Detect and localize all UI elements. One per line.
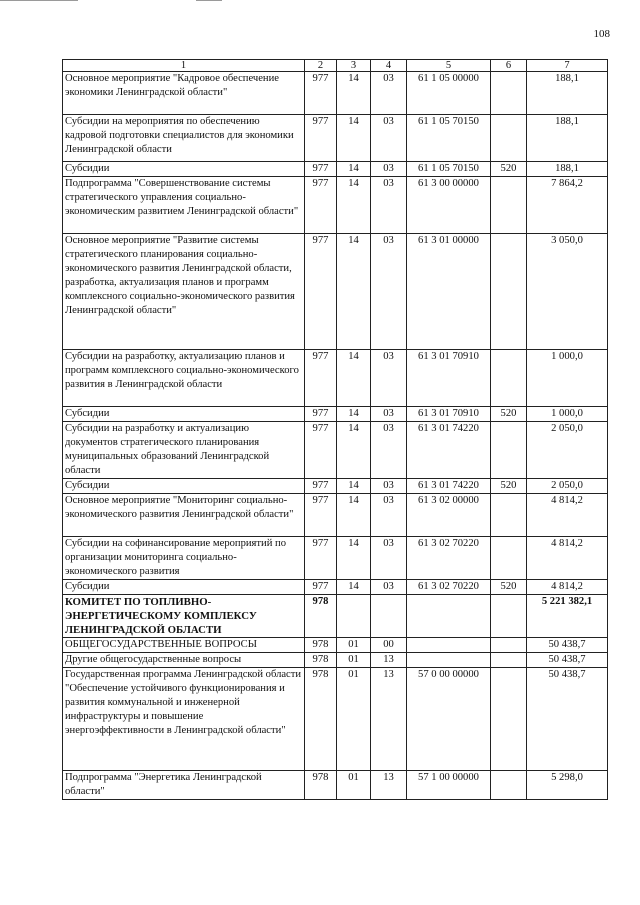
cell-section: 14 <box>337 72 371 115</box>
cell-name: Субсидии на мероприятия по обеспечению кадровой подготовки специалистов для экономики Ленинградской области <box>63 115 305 162</box>
budget-table <box>62 59 608 800</box>
cell-name: Субсидии <box>63 162 305 177</box>
column-header: 4 <box>371 60 407 72</box>
cell-name: Субсидии <box>63 407 305 422</box>
table-row <box>63 479 608 494</box>
cell-subsection: 03 <box>371 177 407 234</box>
cell-section: 14 <box>337 537 371 580</box>
cell-amount: 50 438,7 <box>527 668 608 771</box>
cell-ministry: 978 <box>305 653 337 668</box>
table-row <box>63 350 608 407</box>
cell-name: Субсидии <box>63 580 305 595</box>
cell-section: 14 <box>337 115 371 162</box>
cell-subsection: 00 <box>371 638 407 653</box>
cell-name: Субсидии на софинансирование мероприятий по организации мониторинга социально-экономического развития <box>63 537 305 580</box>
cell-ministry: 978 <box>305 771 337 800</box>
cell-target-code: 61 3 02 70220 <box>407 537 491 580</box>
cell-section: 14 <box>337 479 371 494</box>
cell-name: Субсидии на разработку и актуализацию документов стратегического планирования муниципальных образований Ленинградской области <box>63 422 305 479</box>
cell-amount: 188,1 <box>527 72 608 115</box>
cell-name: Субсидии <box>63 479 305 494</box>
cell-expense-type <box>491 537 527 580</box>
column-header: 7 <box>527 60 608 72</box>
cell-section: 01 <box>337 668 371 771</box>
table-row <box>63 407 608 422</box>
cell-name: ОБЩЕГОСУДАРСТВЕННЫЕ ВОПРОСЫ <box>63 638 305 653</box>
cell-ministry: 977 <box>305 537 337 580</box>
cell-name: Подпрограмма "Совершенствование системы стратегического управления социально-экономическим развитием Ленинградской области" <box>63 177 305 234</box>
cell-section: 14 <box>337 234 371 350</box>
cell-target-code: 61 3 01 00000 <box>407 234 491 350</box>
cell-target-code: 61 3 02 00000 <box>407 494 491 537</box>
cell-target-code: 61 3 01 70910 <box>407 407 491 422</box>
cell-expense-type <box>491 422 527 479</box>
cell-expense-type <box>491 234 527 350</box>
cell-name: Основное мероприятие "Развитие системы стратегического планирования социально-экономического развития Ленинградской области, разработка, актуализация планов и программ комплексного социально-экономического развития Ленинградской области" <box>63 234 305 350</box>
cell-target-code <box>407 595 491 638</box>
cell-expense-type <box>491 771 527 800</box>
cell-ministry: 977 <box>305 422 337 479</box>
cell-ministry: 978 <box>305 668 337 771</box>
cell-target-code: 61 3 01 70910 <box>407 350 491 407</box>
cell-amount: 5 221 382,1 <box>527 595 608 638</box>
cell-expense-type: 520 <box>491 479 527 494</box>
cell-subsection: 03 <box>371 234 407 350</box>
cell-subsection: 03 <box>371 479 407 494</box>
cell-subsection: 03 <box>371 422 407 479</box>
cell-target-code <box>407 638 491 653</box>
table-row <box>63 537 608 580</box>
table-row <box>63 668 608 771</box>
cell-target-code: 61 1 05 70150 <box>407 162 491 177</box>
cell-subsection: 13 <box>371 771 407 800</box>
cell-expense-type <box>491 177 527 234</box>
page-number: 108 <box>593 28 610 40</box>
table-row <box>63 638 608 653</box>
cell-section: 14 <box>337 407 371 422</box>
cell-section: 14 <box>337 162 371 177</box>
cell-subsection: 03 <box>371 494 407 537</box>
table-row <box>63 177 608 234</box>
column-header: 1 <box>63 60 305 72</box>
cell-target-code: 61 3 00 00000 <box>407 177 491 234</box>
table-row <box>63 494 608 537</box>
table-row <box>63 653 608 668</box>
cell-target-code: 57 0 00 00000 <box>407 668 491 771</box>
cell-section: 14 <box>337 494 371 537</box>
cell-subsection: 03 <box>371 115 407 162</box>
cell-ministry: 977 <box>305 494 337 537</box>
cell-amount: 1 000,0 <box>527 407 608 422</box>
cell-ministry: 977 <box>305 350 337 407</box>
cell-section: 01 <box>337 638 371 653</box>
cell-amount: 50 438,7 <box>527 653 608 668</box>
cell-expense-type <box>491 668 527 771</box>
cell-subsection: 03 <box>371 407 407 422</box>
cell-target-code: 57 1 00 00000 <box>407 771 491 800</box>
cell-expense-type: 520 <box>491 407 527 422</box>
cell-target-code: 61 1 05 70150 <box>407 115 491 162</box>
cell-name: Субсидии на разработку, актуализацию планов и программ комплексного социально-экономического развития в Ленинградской области <box>63 350 305 407</box>
table-row <box>63 580 608 595</box>
column-number-row <box>63 60 608 72</box>
cell-ministry: 978 <box>305 638 337 653</box>
column-header: 5 <box>407 60 491 72</box>
cell-section: 14 <box>337 350 371 407</box>
table-row <box>63 422 608 479</box>
cell-section: 14 <box>337 422 371 479</box>
cell-expense-type <box>491 494 527 537</box>
cell-name: Подпрограмма "Энергетика Ленинградской области" <box>63 771 305 800</box>
cell-amount: 188,1 <box>527 162 608 177</box>
cell-target-code <box>407 653 491 668</box>
cell-section: 14 <box>337 580 371 595</box>
cell-subsection: 13 <box>371 653 407 668</box>
cell-section: 01 <box>337 771 371 800</box>
cell-subsection: 03 <box>371 580 407 595</box>
cell-name: Основное мероприятие "Кадровое обеспечение экономики Ленинградской области" <box>63 72 305 115</box>
cell-name: КОМИТЕТ ПО ТОПЛИВНО-ЭНЕРГЕТИЧЕСКОМУ КОМПЛЕКСУ ЛЕНИНГРАДСКОЙ ОБЛАСТИ <box>63 595 305 638</box>
cell-amount: 2 050,0 <box>527 479 608 494</box>
cell-target-code: 61 3 01 74220 <box>407 479 491 494</box>
cell-amount: 3 050,0 <box>527 234 608 350</box>
cell-amount: 50 438,7 <box>527 638 608 653</box>
cell-expense-type <box>491 595 527 638</box>
table-row <box>63 72 608 115</box>
cell-amount: 2 050,0 <box>527 422 608 479</box>
cell-name: Государственная программа Ленинградской области "Обеспечение устойчивого функционирования и развития коммунальной и инженерной инфраструктуры и повышение энергоэффективности в Ленинградской области" <box>63 668 305 771</box>
cell-amount: 4 814,2 <box>527 494 608 537</box>
table-row <box>63 234 608 350</box>
cell-expense-type <box>491 115 527 162</box>
cell-section <box>337 595 371 638</box>
cell-target-code: 61 3 01 74220 <box>407 422 491 479</box>
cell-ministry: 977 <box>305 177 337 234</box>
cell-expense-type <box>491 653 527 668</box>
cell-expense-type <box>491 72 527 115</box>
table-row <box>63 115 608 162</box>
cell-expense-type: 520 <box>491 162 527 177</box>
cell-ministry: 977 <box>305 234 337 350</box>
cell-subsection: 03 <box>371 162 407 177</box>
cell-amount: 188,1 <box>527 115 608 162</box>
cell-name: Другие общегосударственные вопросы <box>63 653 305 668</box>
cell-subsection: 03 <box>371 537 407 580</box>
cell-target-code: 61 1 05 00000 <box>407 72 491 115</box>
cell-ministry: 977 <box>305 162 337 177</box>
cell-subsection: 13 <box>371 668 407 771</box>
cell-ministry: 977 <box>305 580 337 595</box>
scan-edge-mark <box>0 0 78 1</box>
cell-expense-type <box>491 638 527 653</box>
cell-amount: 5 298,0 <box>527 771 608 800</box>
cell-amount: 1 000,0 <box>527 350 608 407</box>
table-row <box>63 162 608 177</box>
cell-ministry: 977 <box>305 407 337 422</box>
cell-ministry: 977 <box>305 72 337 115</box>
cell-target-code: 61 3 02 70220 <box>407 580 491 595</box>
cell-expense-type <box>491 350 527 407</box>
cell-subsection: 03 <box>371 72 407 115</box>
cell-amount: 4 814,2 <box>527 537 608 580</box>
cell-subsection: 03 <box>371 350 407 407</box>
column-header: 6 <box>491 60 527 72</box>
column-header: 3 <box>337 60 371 72</box>
cell-ministry: 978 <box>305 595 337 638</box>
cell-section: 14 <box>337 177 371 234</box>
cell-ministry: 977 <box>305 479 337 494</box>
cell-section: 01 <box>337 653 371 668</box>
table-row <box>63 771 608 800</box>
scan-edge-mark <box>196 0 222 1</box>
cell-amount: 4 814,2 <box>527 580 608 595</box>
cell-subsection <box>371 595 407 638</box>
column-header: 2 <box>305 60 337 72</box>
table-row <box>63 595 608 638</box>
cell-expense-type: 520 <box>491 580 527 595</box>
cell-name: Основное мероприятие "Мониторинг социально-экономического развития Ленинградской области" <box>63 494 305 537</box>
cell-ministry: 977 <box>305 115 337 162</box>
cell-amount: 7 864,2 <box>527 177 608 234</box>
